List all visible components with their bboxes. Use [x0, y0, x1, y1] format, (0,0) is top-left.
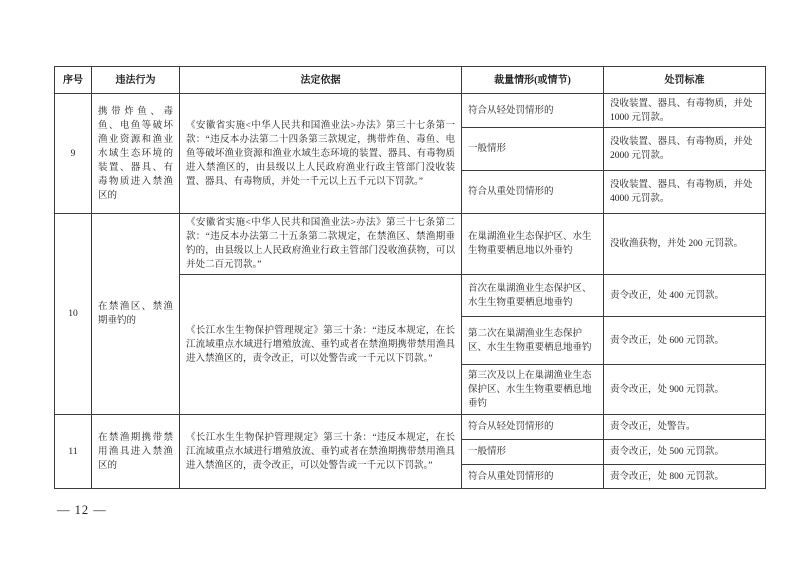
col-header-situation: 裁量情形(或情节)	[462, 67, 604, 94]
situation-cell: 在巢湖渔业生态保护区、水生生物重要栖息地以外垂钓	[462, 214, 604, 275]
behavior-cell-10: 在禁渔区、禁渔期垂钓的	[92, 214, 180, 415]
page-number: — 12 —	[57, 503, 107, 517]
legal-basis-cell-10a: 《安徽省实施<中华人民共和国渔业法>办法》第三十七条第二款：“违反本办法第二十五条第二款规定，在禁渔区、禁渔期垂钓的，由县级以上人民政府渔业行政主管部门没收渔获物，可以并处二百元罚款。”	[180, 214, 462, 275]
table-row	[55, 214, 766, 275]
situation-cell: 符合从轻处罚情形的	[462, 415, 604, 440]
seq-cell-9: 9	[55, 94, 92, 214]
behavior-cell-11: 在禁渔期携带禁用渔具进入禁渔区的	[92, 415, 180, 489]
penalty-cell: 责令改正，处 600 元罚款。	[604, 317, 766, 365]
table-row	[55, 94, 766, 128]
situation-cell: 一般情形	[462, 440, 604, 465]
penalty-cell: 责令改正，处警告。	[604, 415, 766, 440]
penalty-table	[54, 66, 766, 489]
col-header-penalty: 处罚标准	[604, 67, 766, 94]
situation-cell: 符合从轻处罚情形的	[462, 94, 604, 128]
penalty-cell: 没收装置、器具、有毒物质，并处 1000 元罚款。	[604, 94, 766, 128]
situation-cell: 符合从重处罚情形的	[462, 171, 604, 214]
penalty-cell: 没收渔获物，并处 200 元罚款。	[604, 214, 766, 275]
penalty-cell: 没收装置、器具、有毒物质，并处 2000 元罚款。	[604, 128, 766, 171]
seq-cell-11: 11	[55, 415, 92, 489]
penalty-cell: 责令改正，处 500 元罚款。	[604, 440, 766, 465]
legal-basis-cell-9: 《安徽省实施<中华人民共和国渔业法>办法》第三十七条第一款：“违反本办法第二十四条第三款规定，携带炸鱼、毒鱼、电鱼等破坏渔业资源和渔业水域生态环境的装置、器具、有毒物质进入禁渔区的，由县级以上人民政府渔业行政主管部门没收装置、器具、有毒物质，并处一千元以上五千元以下罚款。”	[180, 94, 462, 214]
col-header-basis: 法定依据	[180, 67, 462, 94]
situation-cell: 首次在巢湖渔业生态保护区、水生生物重要栖息地垂钓	[462, 275, 604, 317]
situation-cell: 第二次在巢湖渔业生态保护区、水生生物重要栖息地垂钓	[462, 317, 604, 365]
behavior-cell-9: 携带炸鱼、毒鱼、电鱼等破坏渔业资源和渔业水域生态环境的装置、器具、有毒物质进入禁渔区的	[92, 94, 180, 214]
col-header-behavior: 违法行为	[92, 67, 180, 94]
legal-basis-cell-11: 《长江水生生物保护管理规定》第三十条：“违反本规定，在长江流域重点水域进行增殖放流、垂钓或者在禁渔期携带禁用渔具进入禁渔区的，责令改正，可以处警告或一千元以下罚款。”	[180, 415, 462, 489]
header-row	[55, 67, 766, 94]
penalty-cell: 没收装置、器具、有毒物质，并处 4000 元罚款。	[604, 171, 766, 214]
col-header-seq: 序号	[55, 67, 92, 94]
situation-cell: 第三次及以上在巢湖渔业生态保护区、水生生物重要栖息地垂钓	[462, 365, 604, 415]
seq-cell-10: 10	[55, 214, 92, 415]
situation-cell: 一般情形	[462, 128, 604, 171]
penalty-cell: 责令改正，处 400 元罚款。	[604, 275, 766, 317]
situation-cell: 符合从重处罚情形的	[462, 465, 604, 489]
table-row	[55, 415, 766, 440]
legal-basis-cell-10b: 《长江水生生物保护管理规定》第三十条：“违反本规定，在长江流域重点水域进行增殖放流、垂钓或者在禁渔期携带禁用渔具进入禁渔区的，责令改正，可以处警告或一千元以下罚款。”	[180, 275, 462, 415]
penalty-cell: 责令改正，处 900 元罚款。	[604, 365, 766, 415]
penalty-cell: 责令改正，处 800 元罚款。	[604, 465, 766, 489]
